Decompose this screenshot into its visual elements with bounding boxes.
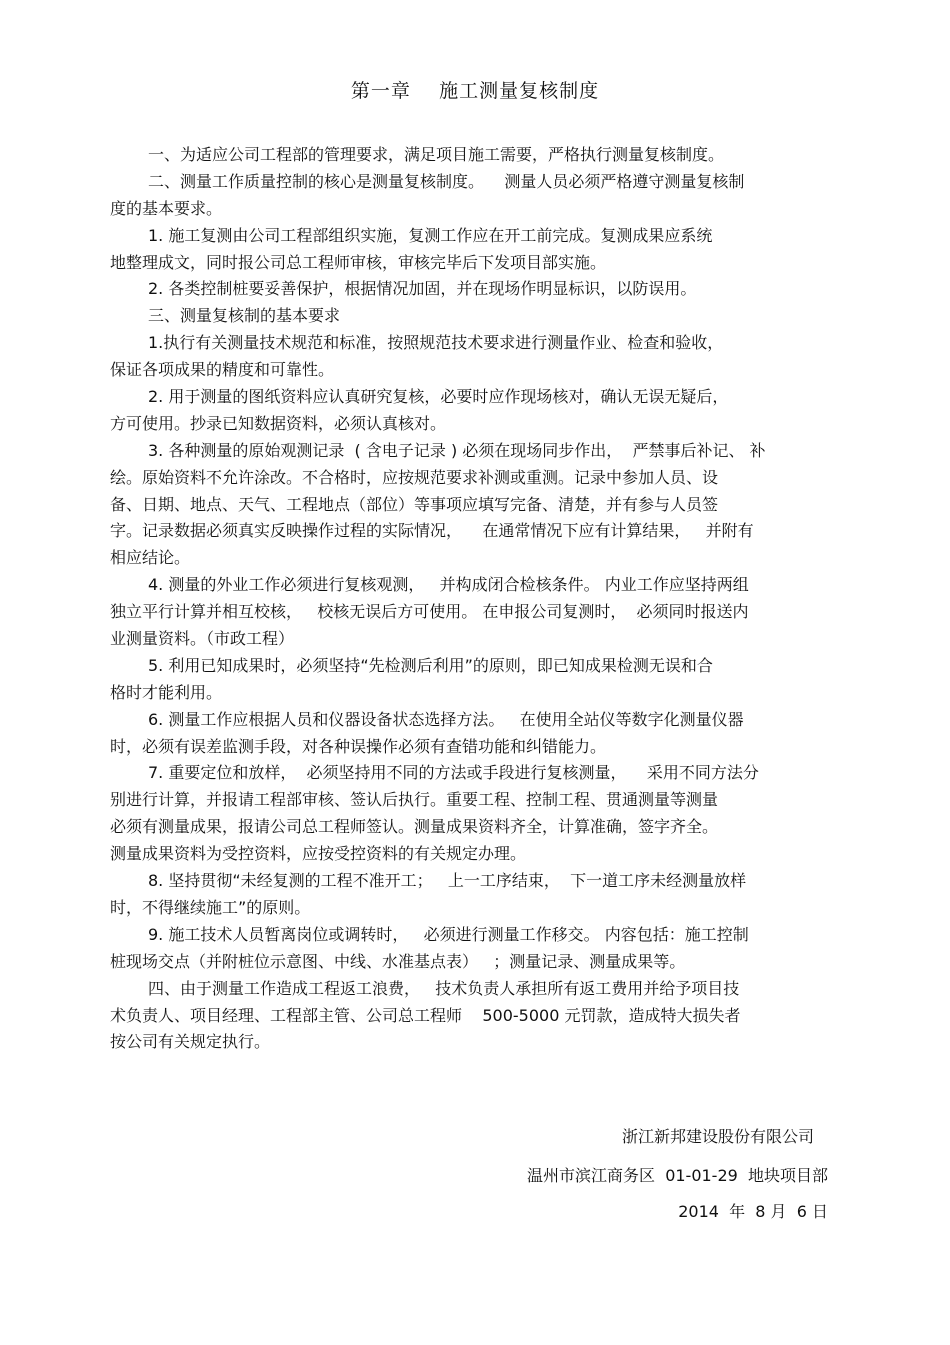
text-line: 二、测量工作质量控制的核心是测量复核制度。 测量人员必须严格遵守测量复核制 — [148, 171, 745, 191]
text-line: 9. 施工技术人员暂离岗位或调转时， 必须进行测量工作移交。 内容包括：施工控制 — [148, 924, 749, 944]
text-line: 1.执行有关测量技术规范和标准，按照规范技术要求进行测量作业、检查和验收， — [148, 333, 724, 353]
text-line: 8. 坚持贯彻“未经复测的工程不准开工； 上一工序结束， 下一道工序未经测量放样 — [148, 871, 747, 891]
text-line: 时，不得继续施工”的原则。 — [110, 897, 311, 917]
text-line: 必须有测量成果，报请公司总工程师签认。测量成果资料齐全，计算准确，签字齐全。 — [110, 817, 719, 837]
text-line: 3. 各种测量的原始观测记录 ( 含电子记录 ) 必须在现场同步作出， 严禁事后补记、 补 — [148, 440, 766, 460]
text-line: 桩现场交点（并附桩位示意图、中线、水准基点表） ；测量记录、测量成果等。 — [110, 951, 686, 971]
text-line: 术负责人、项目经理、工程部主管、公司总工程师 500-5000 元罚款，造成特大损失者 — [110, 1005, 741, 1025]
text-line: 字。记录数据必须真实反映操作过程的实际情况， 在通常情况下应有计算结果， 并附有 — [110, 521, 754, 541]
text-line: 三、测量复核制的基本要求 — [148, 306, 341, 326]
text-line: 2. 用于测量的图纸资料应认真研究复核，必要时应作现场核对，确认无误无疑后， — [148, 387, 729, 407]
signature-date: 2014 年 8 月 6 日 — [678, 1202, 828, 1221]
text-line: 按公司有关规定执行。 — [110, 1032, 271, 1052]
text-line: 4. 测量的外业工作必须进行复核观测， 并构成闭合检核条件。 内业工作应坚持两组 — [148, 575, 749, 595]
text-line: 地整理成文，同时报公司总工程师审核，审核完毕后下发项目部实施。 — [110, 252, 607, 272]
text-line: 一、为适应公司工程部的管理要求，满足项目施工需要，严格执行测量复核制度。 — [148, 145, 725, 164]
text-line: 测量成果资料为受控资料，应按受控资料的有关规定办理。 — [110, 844, 527, 864]
text-line: 度的基本要求。 — [110, 198, 223, 218]
text-line: 5. 利用已知成果时，必须坚持“先检测后利用”的原则，即已知成果检测无误和合 — [148, 655, 713, 675]
text-line: 别进行计算，并报请工程部审核、签认后执行。重要工程、控制工程、贯通测量等测量 — [110, 790, 719, 810]
text-line: 业测量资料。（市政工程） — [110, 629, 295, 649]
text-line: 独立平行计算并相互校核， 校核无误后方可使用。 在申报公司复测时， 必须同时报送内 — [110, 602, 749, 622]
text-line: 四、由于测量工作造成工程返工浪费， 技术负责人承担所有返工费用并给予项目技 — [148, 978, 740, 998]
signature-department: 温州市滨江商务区 01-01-29 地块项目部 — [527, 1166, 828, 1185]
text-line: 相应结论。 — [110, 548, 191, 568]
text-line: 备、日期、地点、天气、工程地点（部位）等事项应填写完备、清楚，并有参与人员签 — [110, 494, 719, 514]
text-line: 保证各项成果的精度和可靠性。 — [110, 360, 335, 380]
text-line: 格时才能利用。 — [110, 682, 223, 702]
signature-company: 浙江新邦建设股份有限公司 — [621, 1127, 814, 1146]
text-line: 6. 测量工作应根据人员和仪器设备状态选择方法。 在使用全站仪等数字化测量仪器 — [148, 709, 744, 729]
text-line: 7. 重要定位和放样， 必须坚持用不同的方法或手段进行复核测量， 采用不同方法分 — [148, 763, 759, 783]
text-line: 1. 施工复测由公司工程部组织实施，复测工作应在开工前完成。复测成果应系统 — [148, 225, 713, 245]
text-line: 绘。原始资料不允许涂改。不合格时，应按规范要求补测或重测。记录中参加人员、设 — [110, 467, 719, 487]
document-body — [110, 142, 830, 1056]
text-line: 2. 各类控制桩要妥善保护，根据情况加固，并在现场作明显标识，以防误用。 — [148, 279, 697, 299]
document-title: 第一章 施工测量复核制度 — [350, 80, 600, 102]
text-line: 方可使用。抄录已知数据资料，必须认真核对。 — [110, 413, 447, 433]
text-line: 时，必须有误差监测手段，对各种误操作必须有查错功能和纠错能力。 — [110, 736, 607, 756]
